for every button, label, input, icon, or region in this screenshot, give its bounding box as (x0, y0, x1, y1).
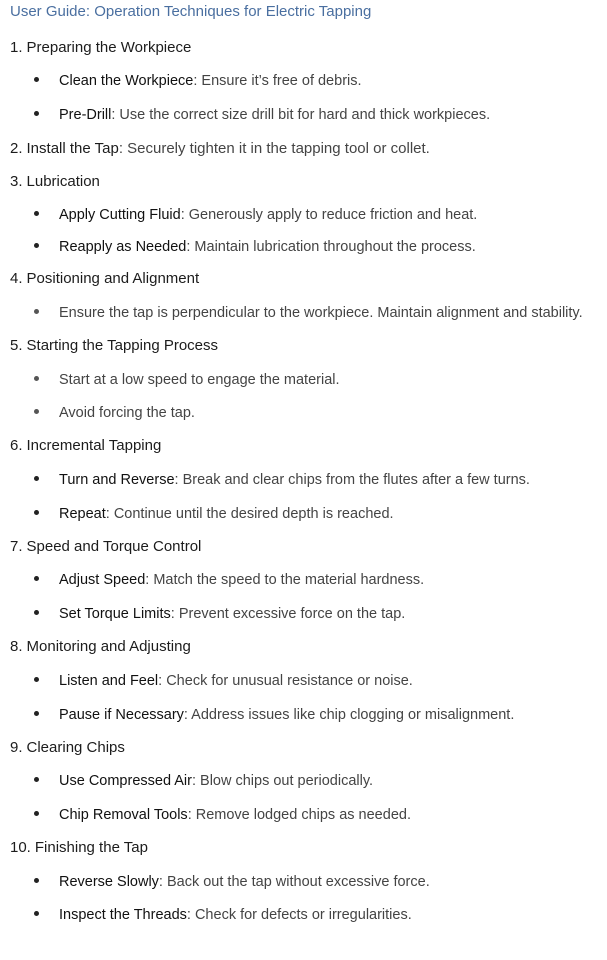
section-heading (10, 838, 148, 858)
item-description: Start at a low speed to engage the material. (59, 372, 340, 388)
section-title: Monitoring and Adjusting (26, 638, 191, 655)
bullet-icon (34, 111, 39, 116)
section-heading (10, 269, 199, 289)
item-description: : Remove lodged chips as needed. (187, 807, 411, 823)
section-heading (10, 38, 191, 58)
bullet-icon (34, 476, 39, 481)
list-item (34, 905, 412, 925)
item-description: : Prevent excessive force on the tap. (170, 606, 406, 622)
list-item (34, 671, 413, 691)
item-description: : Check for unusual resistance or noise. (158, 673, 413, 689)
item-description: : Ensure it’s free of debris. (193, 73, 362, 89)
bullet-icon (34, 911, 39, 916)
section-heading (10, 637, 191, 657)
bullet-icon (34, 243, 39, 248)
section-title: Incremental Tapping (26, 437, 162, 454)
section-heading (10, 537, 201, 557)
list-item (34, 470, 530, 490)
section-title: Starting the Tapping Process (26, 337, 219, 354)
section-title: Lubrication (26, 173, 100, 190)
bullet-icon (34, 309, 39, 314)
section-title: Speed and Torque Control (26, 538, 202, 555)
item-description: : Continue until the desired depth is reached. (105, 506, 394, 522)
section-title: Clearing Chips (26, 739, 125, 756)
item-description: : Maintain lubrication throughout the process. (186, 239, 476, 255)
section-number: 10. (10, 839, 31, 856)
list-item (34, 504, 394, 524)
bullet-icon (34, 777, 39, 782)
item-description: Ensure the tap is perpendicular to the workpiece. Maintain alignment and stability. (59, 305, 583, 321)
list-item (34, 105, 490, 125)
list-item (34, 570, 424, 590)
list-item (34, 872, 430, 892)
bullet-icon (34, 376, 39, 381)
section-heading (10, 139, 430, 159)
item-description: : Blow chips out periodically. (191, 773, 374, 789)
section-number: 2. (10, 140, 23, 157)
item-term: Reapply as Needed (59, 239, 187, 255)
item-term: Pre-Drill (59, 107, 112, 123)
item-term: Adjust Speed (59, 572, 146, 588)
item-description: : Check for defects or irregularities. (186, 907, 412, 923)
section-number: 9. (10, 739, 23, 756)
item-description: : Match the speed to the material hardness. (145, 572, 425, 588)
list-item (34, 705, 514, 725)
item-term: Apply Cutting Fluid (59, 207, 181, 223)
item-term: Repeat (59, 506, 106, 522)
section-heading (10, 738, 125, 758)
bullet-icon (34, 811, 39, 816)
list-item (34, 71, 362, 91)
item-description: : Use the correct size drill bit for hard and thick workpieces. (111, 107, 491, 123)
section-description: : Securely tighten it in the tapping tool or collet. (118, 140, 430, 157)
section-heading (10, 336, 218, 356)
list-item (34, 604, 405, 624)
section-title: Finishing the Tap (34, 839, 148, 856)
item-term: Set Torque Limits (59, 606, 171, 622)
item-term: Turn and Reverse (59, 472, 175, 488)
section-title: Preparing the Workpiece (26, 39, 192, 56)
section-number: 1. (10, 39, 23, 56)
item-term: Pause if Necessary (59, 707, 184, 723)
item-description: : Break and clear chips from the flutes after a few turns. (174, 472, 530, 488)
section-title: Install the Tap (26, 140, 119, 157)
bullet-icon (34, 610, 39, 615)
item-term: Use Compressed Air (59, 773, 192, 789)
list-item (34, 403, 195, 423)
section-number: 8. (10, 638, 23, 655)
document-title: User Guide: Operation Techniques for Electric Tapping (10, 3, 372, 20)
item-description: Avoid forcing the tap. (59, 405, 195, 421)
bullet-icon (34, 409, 39, 414)
item-term: Chip Removal Tools (59, 807, 188, 823)
section-heading (10, 172, 100, 192)
section-number: 6. (10, 437, 23, 454)
bullet-icon (34, 211, 39, 216)
bullet-icon (34, 711, 39, 716)
bullet-icon (34, 677, 39, 682)
list-item (34, 370, 340, 390)
item-term: Reverse Slowly (59, 874, 159, 890)
bullet-icon (34, 576, 39, 581)
bullet-icon (34, 77, 39, 82)
section-heading (10, 436, 161, 456)
item-term: Listen and Feel (59, 673, 159, 689)
list-item (34, 805, 411, 825)
section-number: 4. (10, 270, 23, 287)
list-item (34, 771, 373, 791)
item-term: Inspect the Threads (59, 907, 187, 923)
list-item (34, 237, 476, 257)
list-item (34, 205, 477, 225)
bullet-icon (34, 510, 39, 515)
section-number: 7. (10, 538, 23, 555)
section-title: Positioning and Alignment (26, 270, 200, 287)
list-item (34, 303, 583, 323)
item-term: Clean the Workpiece (59, 73, 194, 89)
bullet-icon (34, 878, 39, 883)
item-description: : Back out the tap without excessive force. (158, 874, 430, 890)
section-number: 3. (10, 173, 23, 190)
item-description: : Generously apply to reduce friction and heat. (180, 207, 478, 223)
section-number: 5. (10, 337, 23, 354)
item-description: : Address issues like chip clogging or misalignment. (183, 707, 515, 723)
